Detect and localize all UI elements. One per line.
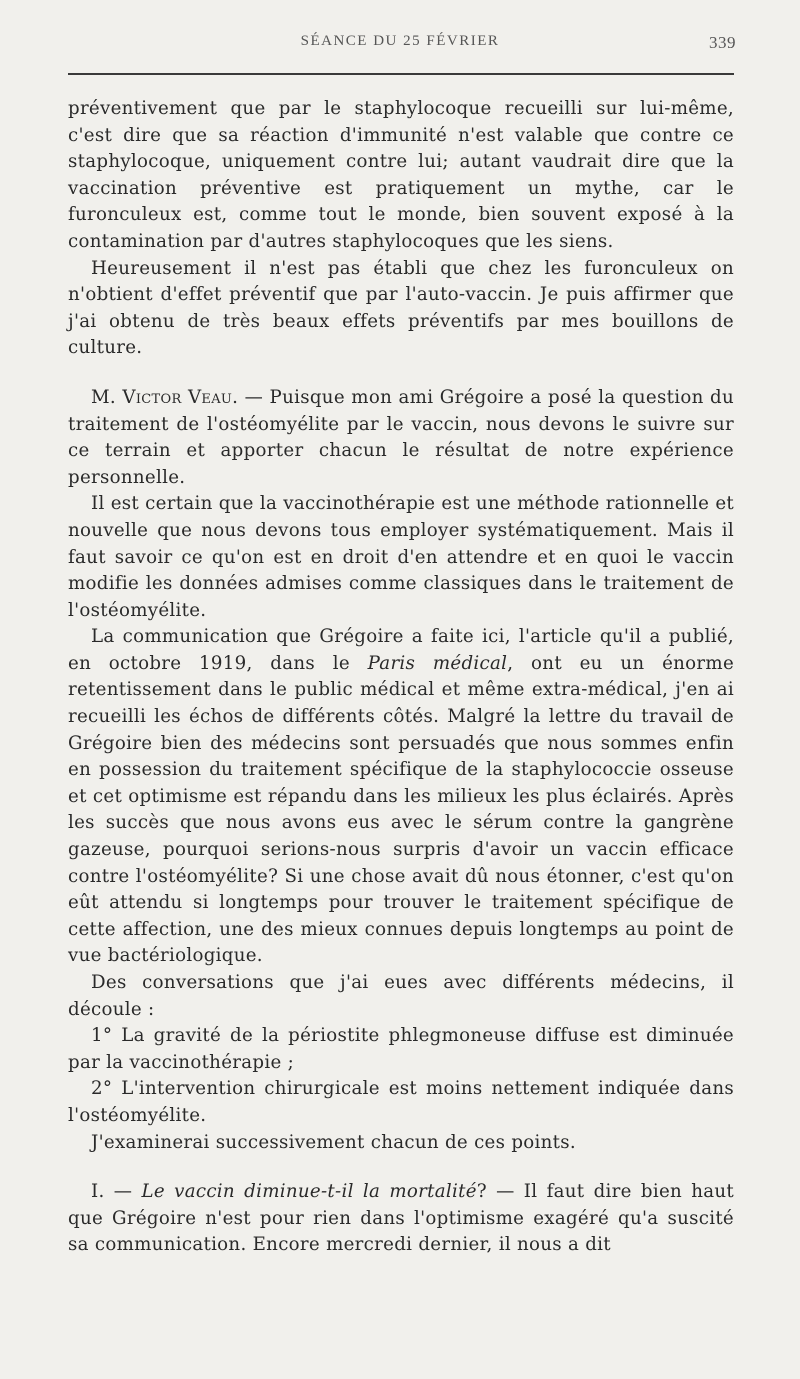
speaker-name: M. Victor Veau. (91, 386, 239, 408)
paragraph-text: — Puisque mon ami Grégoire a posé la question du traitement de l'ostéomyélite par le vaccin, nous devons le suivre sur ce terrain et apporter chacun le résultat de notre expérience personnelle. (68, 386, 734, 488)
section-heading: Le vaccin diminue-t-il la mortalité (141, 1181, 477, 1203)
paragraph-text: ? — Il faut dire bien haut que Grégoire n'est pour rien dans l'optimisme exagéré qu'a suscité sa communication. Encore mercredi dernier, il nous a dit (68, 1181, 735, 1256)
paragraph: Il est certain que la vaccinothérapie est une méthode rationnelle et nouvelle que nous devons tous employer systématiquement. Mais il faut savoir ce qu'on est en droit d'en attendre et en quoi le vaccin modifie les données admises comme classiques dans le traitement de l'ostéomyélite. (68, 493, 734, 621)
body-text (68, 96, 734, 1259)
page-number: 339 (709, 33, 736, 52)
paragraph-text: La communication que Grégoire a faite ici, l'article qu'il a publié, en octobre 1919, dans le (68, 626, 734, 674)
paragraph: préventivement que par le staphylocoque recueilli sur lui-même, c'est dire que sa réaction d'immunité n'est valable que contre ce staphylocoque, uniquement contre lui; autant vaudrait dire que la vaccination préventive est pratiquement un mythe, car le furonculeux est, comme tout le monde, bien souvent exposé à la contamination par d'autres staphylocoques que les siens. (68, 98, 734, 252)
paragraph (68, 624, 734, 970)
running-head (0, 33, 800, 57)
header-rule (68, 73, 734, 75)
journal-title: Paris médical (367, 652, 508, 674)
list-item: 2° L'intervention chirurgicale est moins nettement indiquée dans l'ostéomyélite. (68, 1078, 734, 1126)
paragraph: Heureusement il n'est pas établi que chez les furonculeux on n'obtient d'effet préventif que par l'auto-vaccin. Je puis affirmer que j'ai obtenu de très beaux effets préventifs par mes bouillons de culture. (68, 257, 734, 359)
section-number: I. — (91, 1181, 142, 1203)
paragraph: J'examinerai successivement chacun de ces points. (91, 1131, 576, 1153)
list-item: 1° La gravité de la périostite phlegmoneuse diffuse est diminuée par la vaccinothérapie ; (68, 1025, 734, 1073)
paragraph: Des conversations que j'ai eues avec différents médecins, il découle : (68, 972, 734, 1020)
paragraph-text: , ont eu un énorme retentissement dans le public médical et même extra-médical, j'en ai recueilli les échos de différents côtés. Malgré la lettre du travail de Grégoire bien des médecins sont persuadés que nous sommes enfin en possession du traitement spécifique de la staphylococcie osseuse et cet optimisme est répandu dans les milieux les plus éclairés. Après les succès que nous avons eus avec le sérum contre la gangrène gazeuse, pourquoi serions-nous surpris d'avoir un vaccin efficace contre l'ostéomyélite? Si une chose avait dû nous étonner, c'est qu'on eût attendu si longtemps pour trouver le traitement spécifique de cette affection, une des mieux connues depuis longtemps au point de vue bactériologique. (68, 652, 735, 967)
section-paragraph (68, 1179, 734, 1259)
paragraph (68, 385, 734, 491)
running-head-title: SÉANCE DU 25 FÉVRIER (300, 33, 500, 49)
